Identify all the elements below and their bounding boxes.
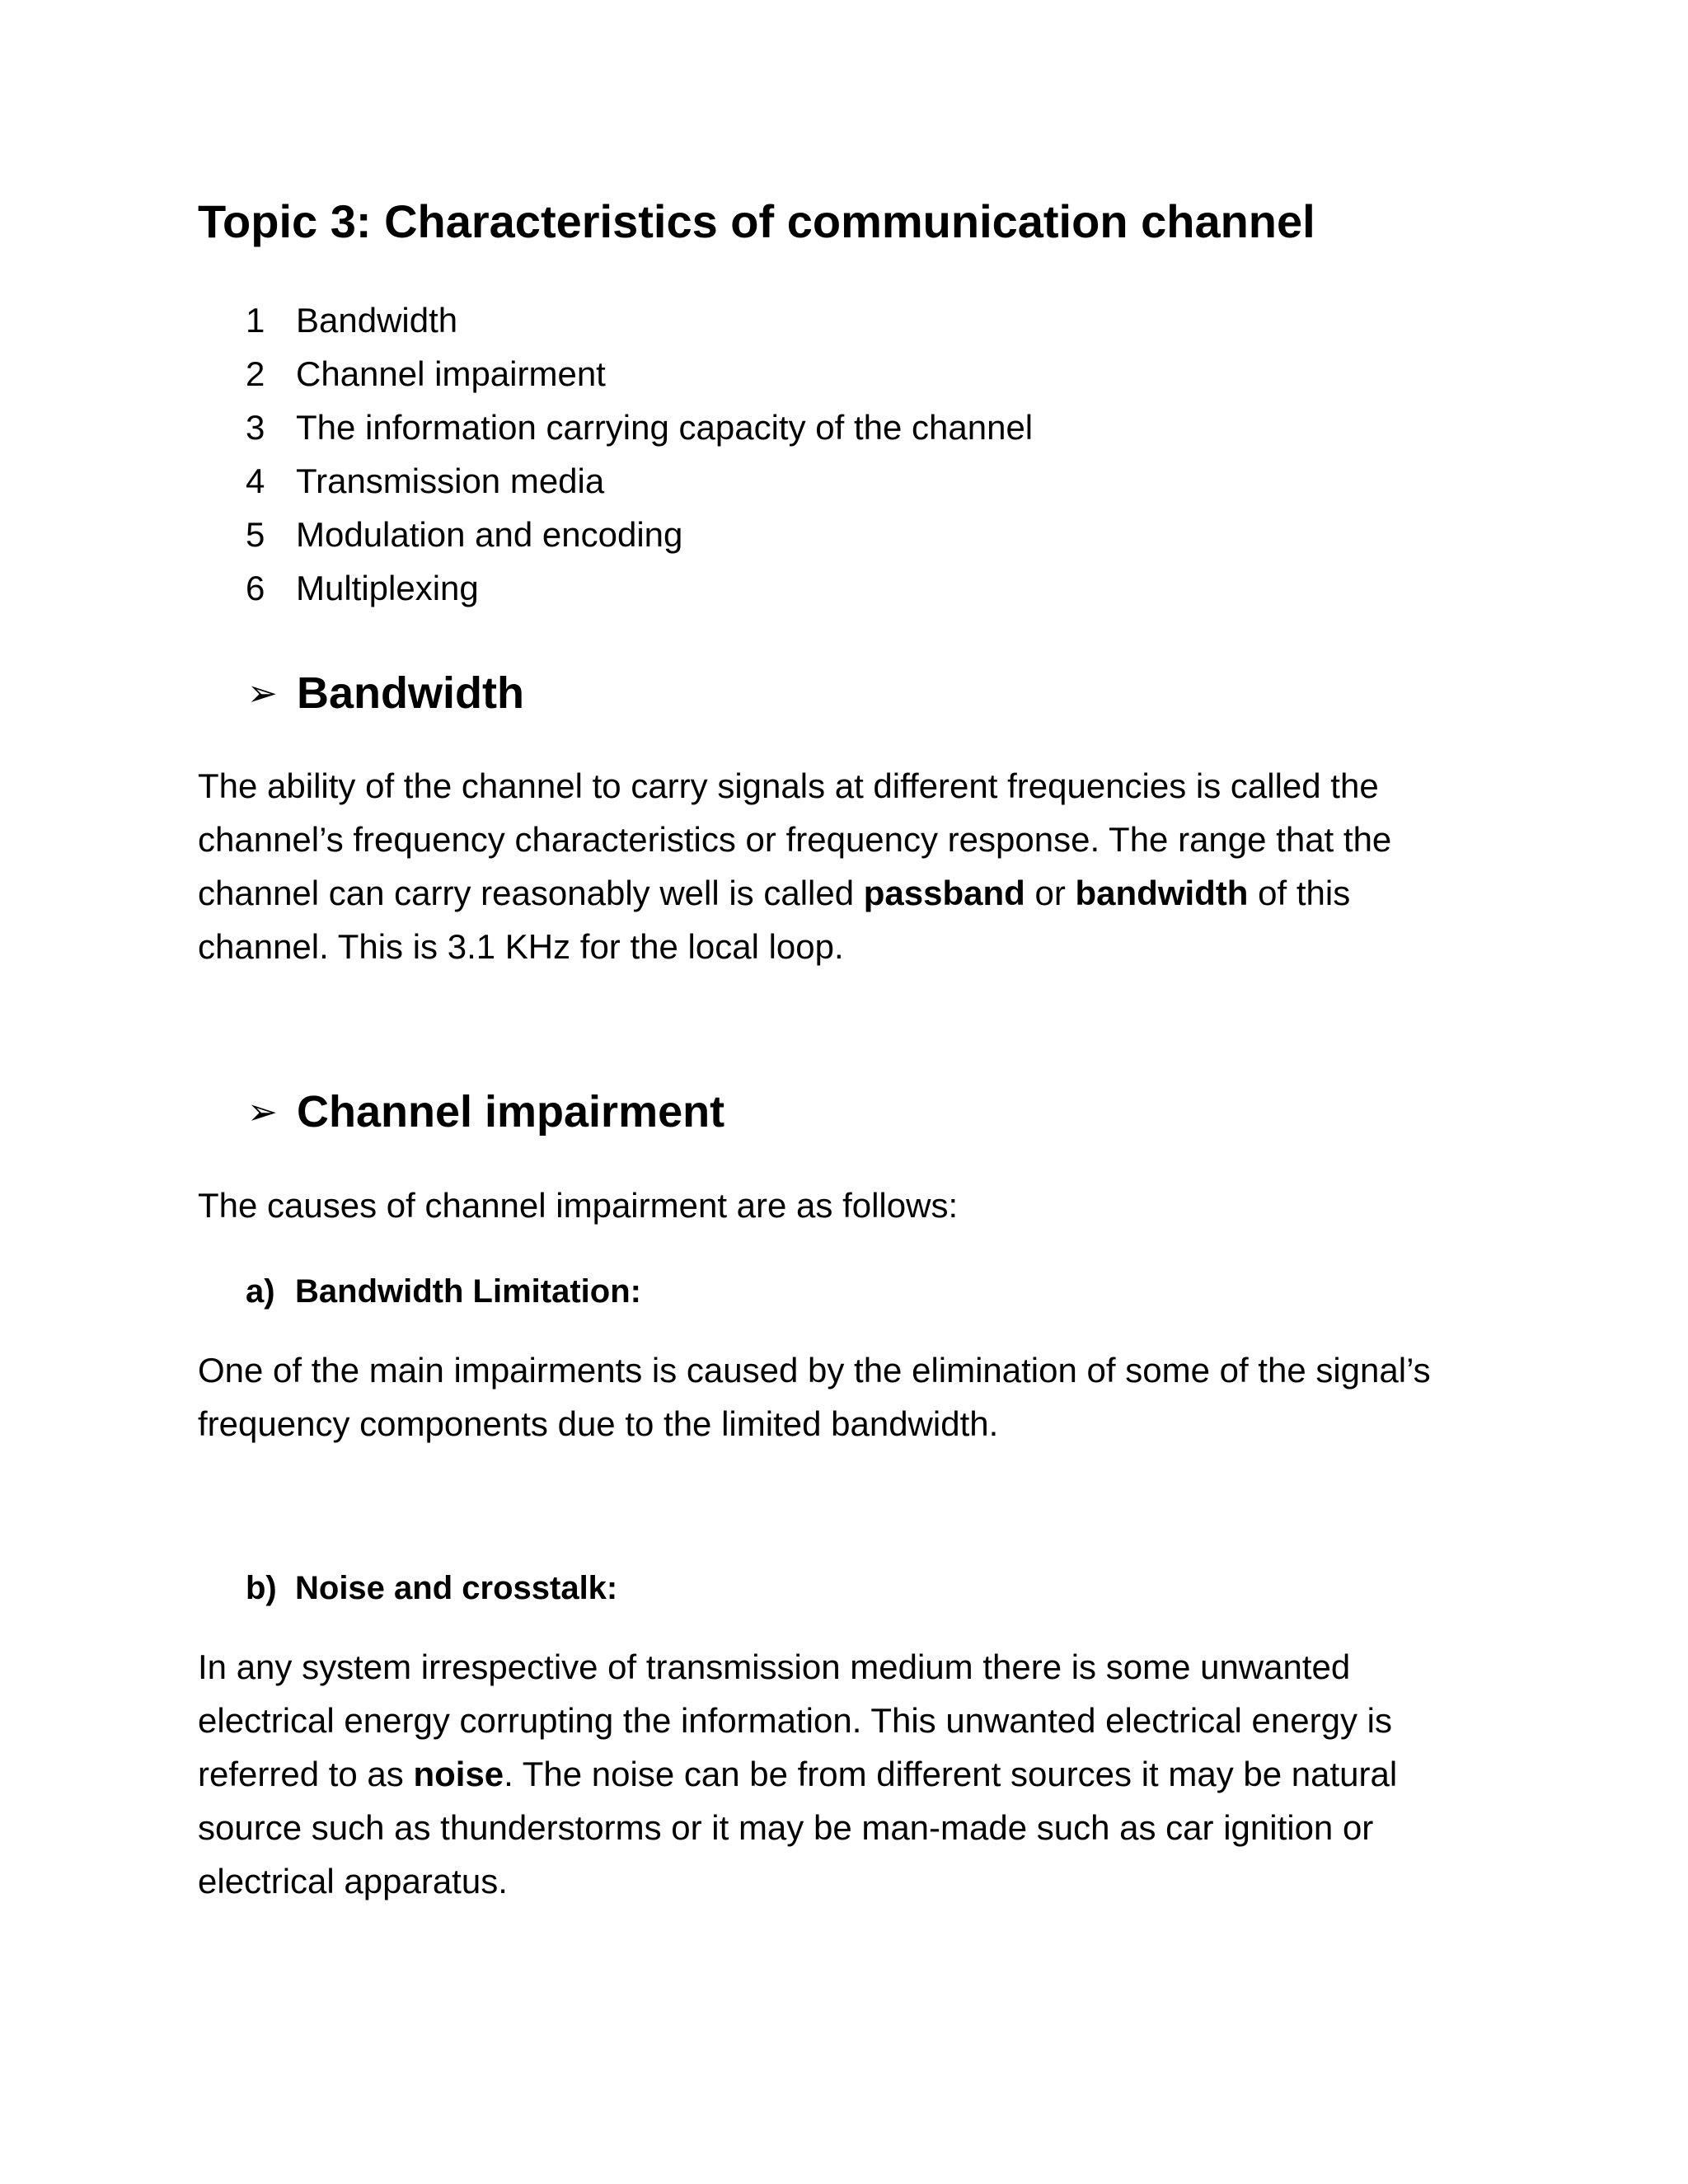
sub-title: Bandwidth Limitation: xyxy=(295,1273,641,1310)
list-item xyxy=(246,508,1033,561)
list-label: The information carrying capacity of the channel xyxy=(296,408,1034,447)
paragraph-line: channel’s frequency characteristics or frequency response. The range that the xyxy=(198,820,1392,859)
bold-term-noise: noise xyxy=(413,1755,504,1793)
paragraph-line xyxy=(198,1747,1517,1801)
section-title: Bandwidth xyxy=(297,668,524,718)
text-run: channel can carry reasonably well is called xyxy=(198,874,864,912)
subheading-bandwidth-limitation xyxy=(246,1273,641,1310)
list-number: 5 xyxy=(246,515,265,554)
page-title: Topic 3: Characteristics of communication channel xyxy=(198,195,1315,247)
paragraph-line: In any system irrespective of transmission medium there is some unwanted xyxy=(198,1647,1351,1686)
impairment-intro xyxy=(198,1179,1517,1232)
text-run: of this xyxy=(1248,874,1351,912)
sub-label: a) xyxy=(246,1273,275,1310)
list-label: Channel impairment xyxy=(296,354,606,393)
list-item xyxy=(246,561,1033,615)
subheading-noise-crosstalk xyxy=(246,1570,617,1607)
paragraph-line: One of the main impairments is caused by the elimination of some of the signal’s xyxy=(198,1351,1431,1390)
paragraph-line: frequency components due to the limited bandwidth. xyxy=(198,1404,999,1443)
paragraph-line: The ability of the channel to carry signals at different frequencies is called the xyxy=(198,766,1379,805)
bandwidth-heading xyxy=(247,668,524,719)
text-run: or xyxy=(1025,874,1076,912)
list-number: 1 xyxy=(246,301,265,340)
noise-paragraph xyxy=(198,1640,1517,1908)
paragraph-line: source such as thunderstorms or it may be man-made such as car ignition or xyxy=(198,1808,1374,1847)
topic-list xyxy=(246,293,1033,615)
list-number: 3 xyxy=(246,408,265,447)
arrow-bullet-icon: ➢ xyxy=(247,1091,278,1132)
sub-title: Noise and crosstalk: xyxy=(295,1570,618,1606)
section-title: Channel impairment xyxy=(297,1087,725,1137)
paragraph-line: The causes of channel impairment are as follows: xyxy=(198,1186,959,1225)
paragraph-line: electrical apparatus. xyxy=(198,1862,508,1900)
list-label: Bandwidth xyxy=(296,301,458,340)
list-item xyxy=(246,347,1033,401)
list-item xyxy=(246,401,1033,454)
list-label: Modulation and encoding xyxy=(296,515,683,554)
impairment-heading xyxy=(247,1086,724,1137)
sub-label: b) xyxy=(246,1570,277,1606)
text-run: referred to as xyxy=(198,1755,414,1793)
list-number: 6 xyxy=(246,569,265,607)
bandwidth-limitation-paragraph xyxy=(198,1343,1517,1451)
paragraph-line: electrical energy corrupting the information. This unwanted electrical energy is xyxy=(198,1701,1392,1740)
list-item xyxy=(246,293,1033,347)
text-run: . The noise can be from different sources it may be natural xyxy=(504,1755,1398,1793)
list-number: 4 xyxy=(246,462,265,500)
list-label: Transmission media xyxy=(296,462,605,500)
bandwidth-paragraph xyxy=(198,759,1517,973)
bold-term-bandwidth: bandwidth xyxy=(1075,874,1249,912)
list-label: Multiplexing xyxy=(296,569,479,607)
paragraph-line: channel. This is 3.1 KHz for the local loop. xyxy=(198,927,844,966)
arrow-bullet-icon: ➢ xyxy=(247,673,278,714)
list-number: 2 xyxy=(246,354,265,393)
bold-term-passband: passband xyxy=(863,874,1025,912)
list-item xyxy=(246,454,1033,508)
paragraph-line xyxy=(198,866,1517,920)
